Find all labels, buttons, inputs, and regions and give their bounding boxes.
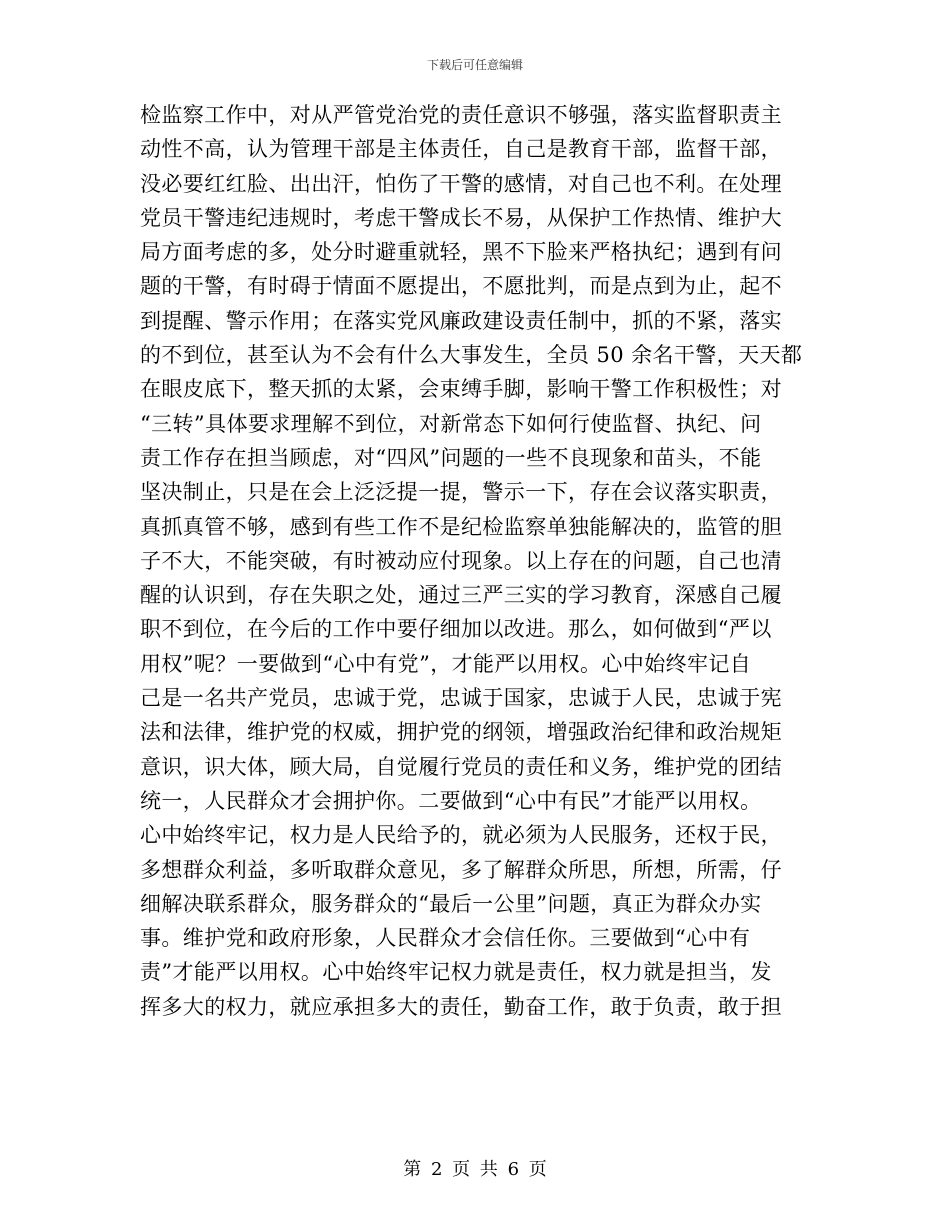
text-line: 醒的认识到，存在失职之处，通过三严三实的学习教育，深感自己履 <box>140 583 782 608</box>
text-line: 责”才能严以用权。心中始终牢记权力就是责任，权力就是担当，发 <box>140 960 772 985</box>
text-line: 意识，识大体，顾大局，自觉履行党员的责任和义务，维护党的团结 <box>140 754 782 779</box>
text-line: “三转”具体要求理解不到位，对新常态下如何行使监督、执纪、问 <box>140 411 762 436</box>
text-line: 坚决制止，只是在会上泛泛提一提，警示一下，存在会议落实职责， <box>140 480 782 505</box>
text-line: 心中始终牢记，权力是人民给予的，就必须为人民服务，还权于民， <box>140 823 782 848</box>
text-line: 检监察工作中，对从严管党治党的责任意识不够强，落实监督职责主 <box>140 103 782 127</box>
text-line: 真抓真管不够，感到有些工作不是纪检监察单独能解决的，监管的胆 <box>140 514 782 539</box>
text-line: 责工作存在担当顾虑，对“四风”问题的一些不良现象和苗头，不能 <box>140 445 762 470</box>
text-line: 职不到位，在今后的工作中要仔细加以改进。那么，如何做到“严以 <box>140 617 772 642</box>
text-line: 在眼皮底下，整天抓的太紧，会束缚手脚，影响干警工作积极性；对 <box>140 377 782 402</box>
text-line: 局方面考虑的多，处分时避重就轻，黑不下脸来严格执纪；遇到有问 <box>140 240 782 265</box>
text-line: 事。维护党和政府形象，人民群众才会信任你。三要做到“心中有 <box>140 926 751 951</box>
text-line: 挥多大的权力，就应承担多大的责任，勤奋工作，敢于负责，敢于担 <box>140 994 782 1019</box>
page-footer: 第 2 页 共 6 页 <box>403 1159 547 1180</box>
text-line: 法和法律，维护党的权威，拥护党的纲领，增强政治纪律和政治规矩 <box>140 720 782 745</box>
text-line: 子不大，不能突破，有时被动应付现象。以上存在的问题，自己也清 <box>140 548 782 573</box>
page-header: 下载后可任意编辑 <box>426 58 523 72</box>
text-line: 用权”呢？一要做到“心中有党”，才能严以用权。心中始终牢记自 <box>140 651 752 676</box>
text-line: 己是一名共产党员，忠诚于党，忠诚于国家，忠诚于人民，忠诚于宪 <box>140 686 782 711</box>
text-line: 多想群众利益，多听取群众意见，多了解群众所思，所想，所需，仔 <box>140 857 782 882</box>
document-body <box>140 98 820 1024</box>
text-line: 动性不高，认为管理干部是主体责任，自己是教育干部，监督干部， <box>140 137 782 162</box>
text-line: 统一，人民群众才会拥护你。二要做到“心中有民”才能严以用权。 <box>140 788 762 813</box>
text-line: 到提醒、警示作用；在落实党风廉政建设责任制中，抓的不紧，落实 <box>140 308 782 333</box>
text-line: 细解决联系群众，服务群众的“最后一公里”问题，真正为群众办实 <box>140 891 762 916</box>
text-line: 题的干警，有时碍于情面不愿提出，不愿批判，而是点到为止，起不 <box>140 274 782 299</box>
text-line: 党员干警违纪违规时，考虑干警成长不易，从保护工作热情、维护大 <box>140 205 782 230</box>
text-line: 的不到位，甚至认为不会有什么大事发生，全员 50 余名干警，天天都 <box>140 343 803 368</box>
text-line: 没必要红红脸、出出汗，怕伤了干警的感情，对自己也不利。在处理 <box>140 171 782 196</box>
